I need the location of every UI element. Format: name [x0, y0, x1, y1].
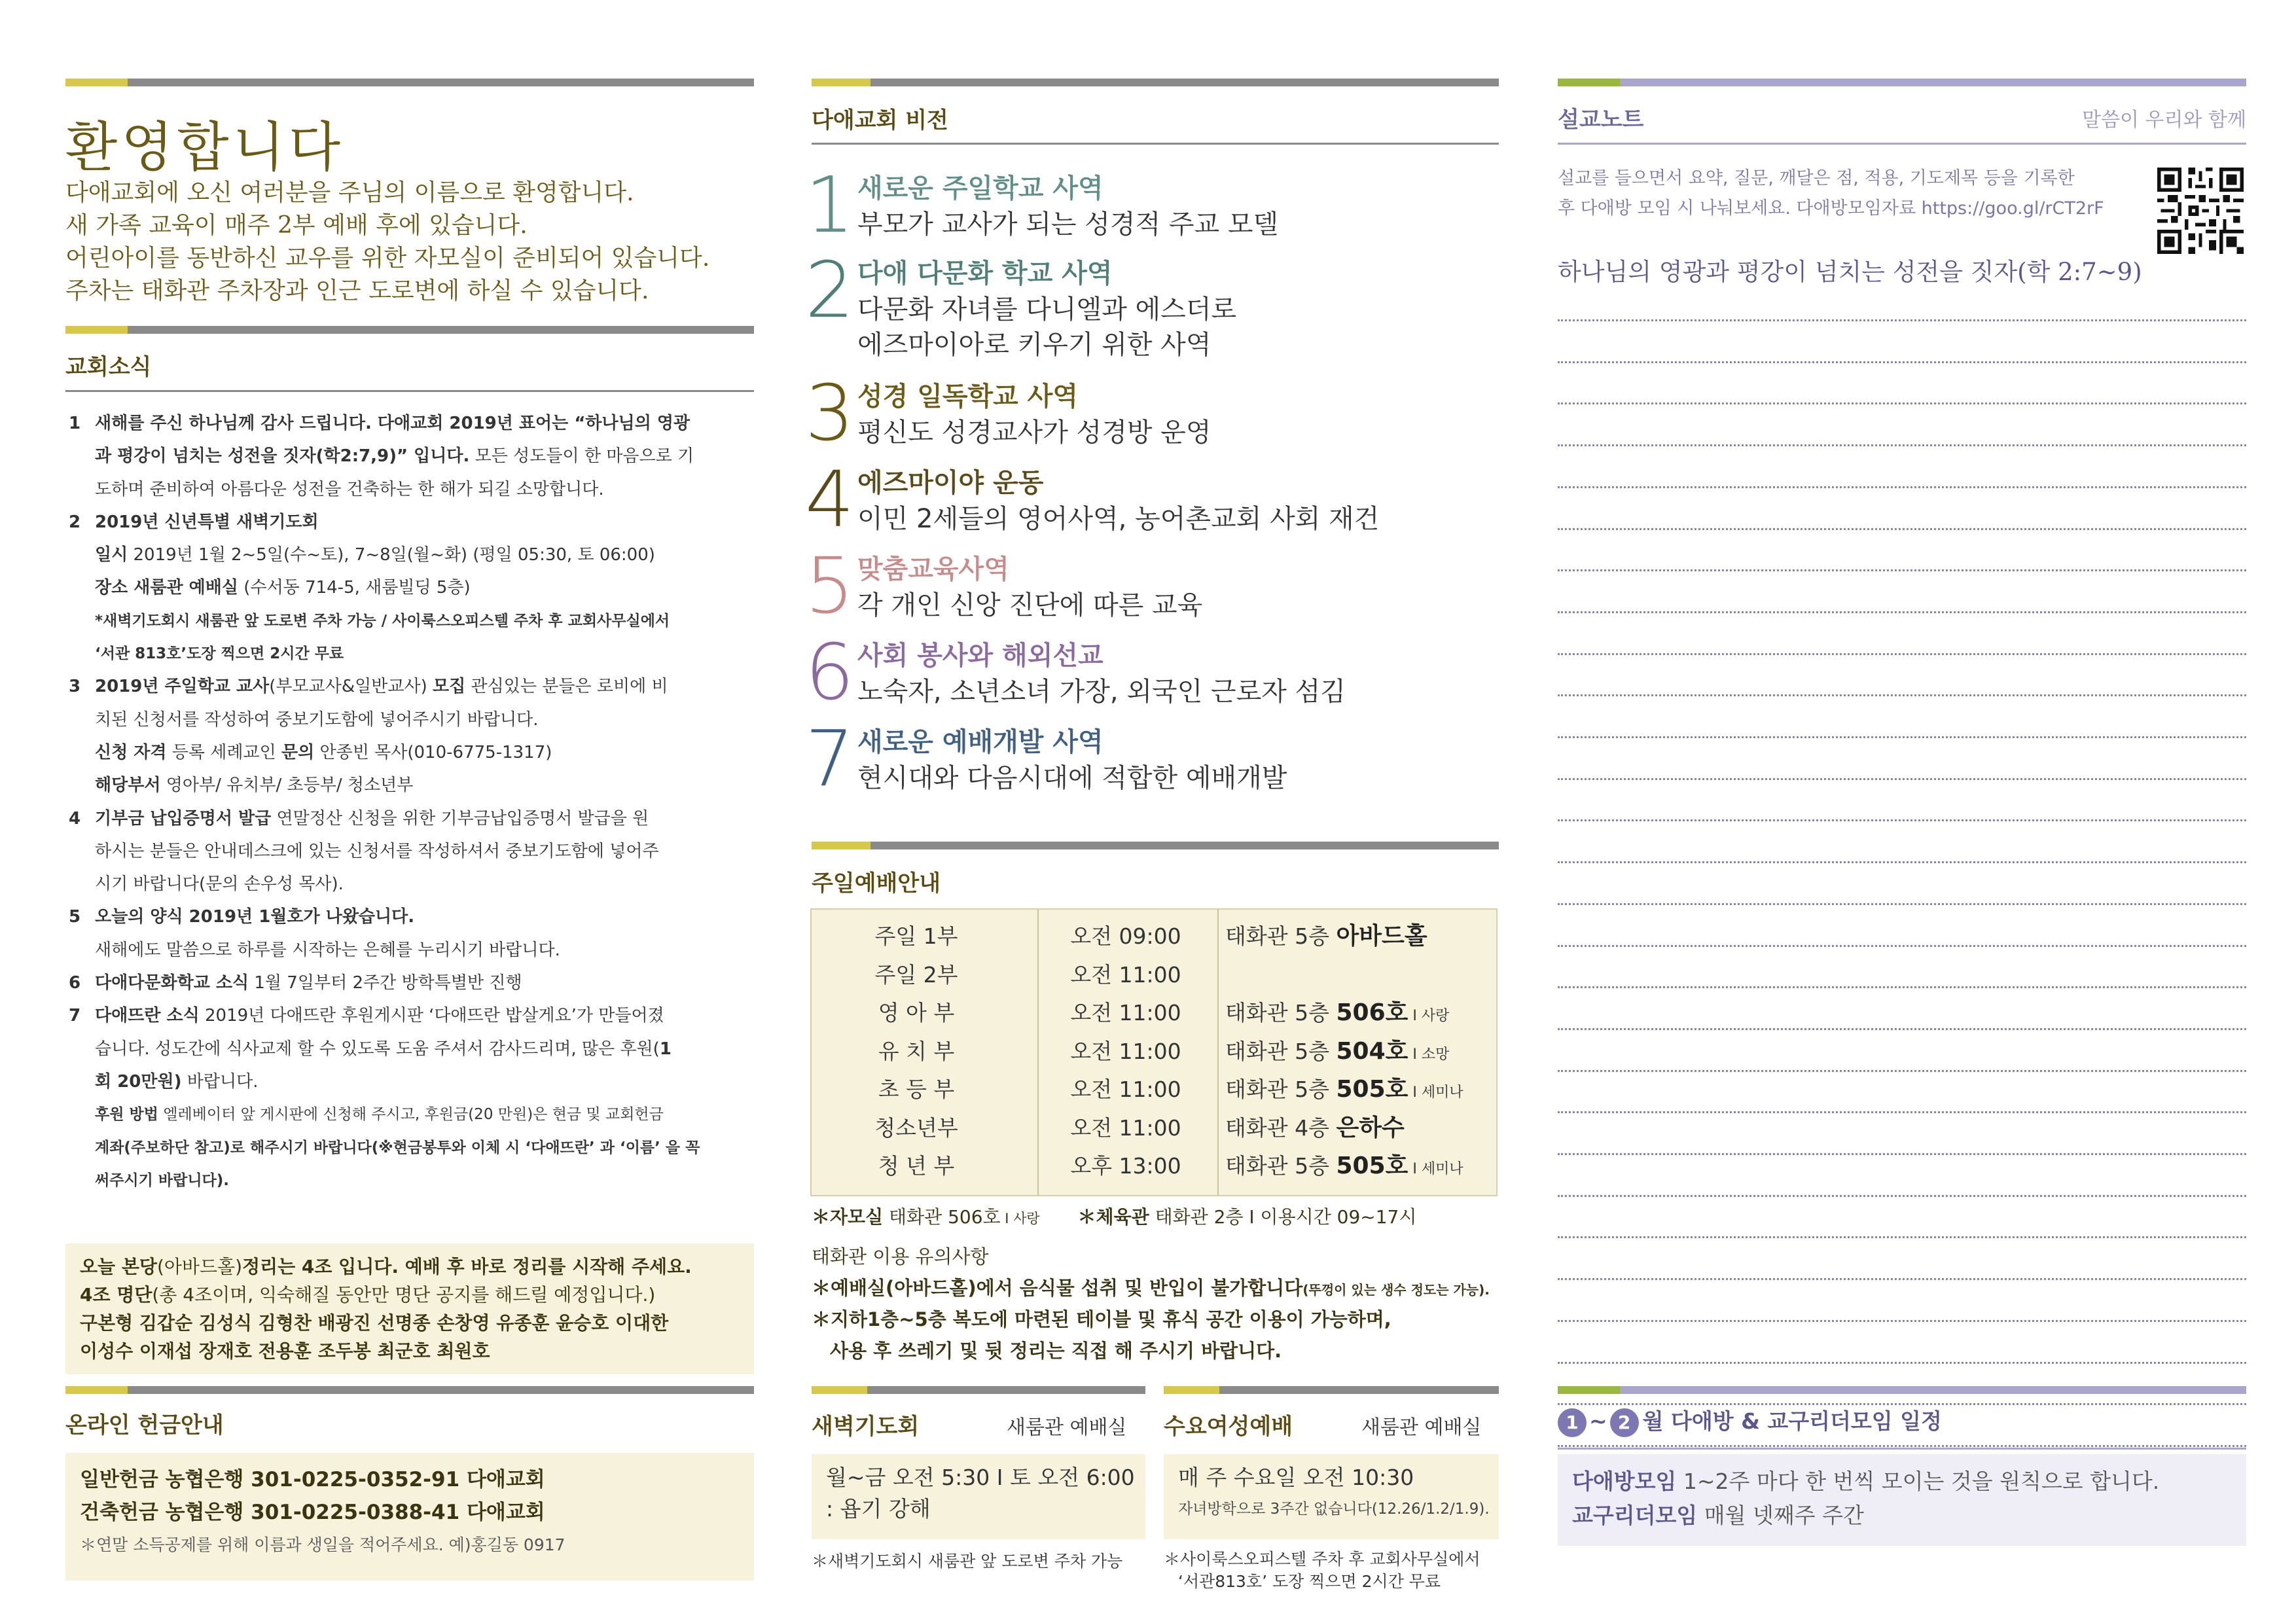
news-top-bar — [65, 326, 754, 334]
news-text — [95, 605, 762, 637]
vision-heading: 새로운 주일학교 사역 — [857, 173, 1103, 204]
news-bold2: 문의 — [281, 742, 315, 762]
vision-number: 3 — [805, 368, 855, 458]
news-row — [69, 1098, 762, 1131]
news-text: 시기 바랍니다(문의 손우성 목사). — [95, 874, 344, 895]
room-name: 506호 — [1336, 999, 1408, 1026]
place-text: 태화관 5층 — [1225, 1000, 1336, 1026]
sermon-tagline: 말씀이 우리와 함께 — [2082, 109, 2246, 132]
place-text: 태화관 4층 — [1225, 1115, 1336, 1141]
month-1-badge: 1 — [1558, 1408, 1587, 1437]
news-text — [95, 769, 762, 802]
online-top-bar — [65, 1386, 754, 1394]
place-text: 태화관 5층 — [1225, 923, 1336, 949]
news-row — [69, 835, 762, 868]
nursing-room-label: ＊자모실 — [812, 1206, 884, 1228]
news-text2: 관심있는 분들은 로비에 비 — [465, 677, 668, 697]
usage-title: 태화관 이용 유의사항 — [812, 1245, 989, 1268]
news-text — [95, 571, 762, 604]
news-row — [69, 1164, 762, 1197]
news-text: 바랍니다. — [181, 1071, 259, 1092]
note-line[interactable] — [1558, 1195, 2246, 1197]
building-offering-account: 건축헌금 농협은행 301-0225-0388-41 다애교회 — [80, 1501, 545, 1524]
note-line[interactable] — [1558, 903, 2246, 905]
welcome-text — [65, 177, 759, 308]
worship-time: 오전 11:00 — [1070, 1115, 1181, 1141]
schedule-title-text: 월 다애방 & 교구리더모임 일정 — [1642, 1408, 1942, 1434]
news-bold: 일시 — [95, 545, 128, 565]
vision-title: 다애교회 비전 — [812, 107, 948, 134]
sermon-divider — [1558, 143, 2246, 145]
welcome-line: 어린아이를 동반하신 교우를 위한 자모실이 준비되어 있습니다. — [65, 245, 710, 272]
vision-desc-line: 평신도 성경교사가 성경방 운영 — [857, 418, 1211, 448]
dawn-time-text: 월~금 오전 5:30 I 토 오전 6:00 — [826, 1465, 1135, 1490]
news-text: 도하며 준비하여 아름다운 성전을 건축하는 한 해가 되길 소망합니다. — [95, 479, 604, 499]
news-number — [69, 1065, 95, 1098]
nursing-room-place: 태화관 506호 — [883, 1206, 1001, 1228]
usage-rule-2: ＊지하1층~5층 복도에 마련된 테이블 및 휴식 공간 이용이 가능하며, — [812, 1308, 1391, 1330]
dawn-title: 새벽기도회 — [812, 1414, 920, 1440]
news-row — [69, 670, 762, 703]
room-notes — [812, 1202, 1532, 1234]
room-sub: I 소망 — [1408, 1046, 1450, 1063]
vision-desc-line: 에즈마이아로 키우기 위한 사역 — [857, 330, 1211, 360]
worship-place — [1225, 994, 1449, 1035]
news-text: 2019년 1월 2~5일(수~토), 7~8일(월~화) (평일 05:30, 토 06:00) — [128, 545, 655, 565]
worship-dept: 유 치 부 — [878, 1038, 955, 1064]
worship-row — [812, 918, 1496, 955]
women-notes — [1164, 1548, 1480, 1593]
room-name: 504호 — [1336, 1037, 1408, 1065]
news-row — [69, 736, 762, 769]
room-sub: I 세미나 — [1408, 1161, 1463, 1177]
women-note-1: ＊사이룩스오피스텔 주차 후 교회사무실에서 — [1164, 1550, 1480, 1569]
notice-text: 정리는 4조 입니다. 예배 후 바로 정리를 시작해 주세요. — [242, 1256, 692, 1277]
schedule-label: 다애방모임 — [1572, 1469, 1677, 1494]
news-number: 7 — [69, 1006, 81, 1026]
news-text: 연말정산 신청을 위한 기부금납입증명서 발급을 원 — [271, 808, 649, 829]
vision-desc-line: 노숙자, 소년소녀 가장, 외국인 근로자 섬김 — [857, 677, 1346, 707]
news-row — [69, 934, 762, 967]
note-line[interactable] — [1558, 1070, 2246, 1072]
news-row — [69, 1065, 762, 1098]
room-sub: I 세미나 — [1408, 1084, 1463, 1101]
news-text: (부모교사&일반교사) — [269, 677, 433, 697]
vision-description — [857, 760, 1287, 796]
place-text: 태화관 5층 — [1225, 1038, 1336, 1064]
news-divider — [65, 390, 754, 392]
vision-number: 7 — [805, 713, 855, 804]
news-text — [95, 407, 762, 440]
news-row — [69, 901, 762, 933]
vision-heading: 성경 일독학교 사역 — [857, 382, 1078, 412]
news-bold: 써주시기 바랍니다). — [95, 1171, 230, 1189]
news-bold: 2019년 주일학교 교사 — [95, 677, 270, 697]
note-line[interactable] — [1558, 528, 2246, 530]
women-time: 매 주 수요일 오전 10:30 — [1178, 1465, 1414, 1490]
cleanup-notice — [65, 1243, 754, 1374]
gym-label: ＊체육관 — [1077, 1206, 1149, 1228]
news-bold2: 1 — [659, 1039, 672, 1059]
worship-row — [812, 1109, 1496, 1147]
news-number — [69, 473, 95, 506]
news-number: 6 — [69, 973, 81, 993]
worship-dept: 청소년부 — [874, 1115, 958, 1141]
usage-rule-3: 사용 후 쓰레기 및 뒷 정리는 직접 해 주시기 바랍니다. — [830, 1340, 1282, 1362]
schedule-text: 매월 넷째주 주간 — [1697, 1503, 1864, 1528]
news-text — [95, 506, 762, 539]
month-2-badge: 2 — [1610, 1408, 1639, 1437]
notice-line-1 — [80, 1253, 740, 1281]
note-line[interactable] — [1558, 1445, 2246, 1447]
news-text — [95, 1033, 762, 1065]
sermon-desc-line: 후 다애방 모임 시 나눠보세요. 다애방모임자료 https://goo.gl/rCT2rF — [1558, 198, 2104, 219]
worship-place — [1225, 1071, 1463, 1112]
worship-title: 주일예배안내 — [812, 870, 941, 897]
news-bold: 2019년 신년특별 새벽기도회 — [95, 512, 319, 532]
worship-row — [812, 956, 1496, 994]
news-text: 등록 세례교인 — [166, 742, 282, 762]
note-line[interactable] — [1558, 1028, 2246, 1030]
worship-dept: 청 년 부 — [878, 1153, 955, 1179]
note-line[interactable] — [1558, 1153, 2246, 1155]
news-text: 2019년 다애뜨란 후원게시판 ‘다애뜨란 밥살게요’가 만들어졌 — [199, 1006, 664, 1026]
nursing-room-sub: I 사랑 — [1000, 1211, 1040, 1226]
news-bold: 신청 자격 — [95, 742, 167, 762]
place-text: 태화관 5층 — [1225, 1153, 1336, 1179]
news-text — [95, 736, 762, 769]
women-place: 새룸관 예배실 — [1361, 1416, 1482, 1439]
general-offering-account: 일반헌금 농협은행 301-0225-0352-91 다애교회 — [80, 1468, 545, 1491]
vision-description — [857, 588, 1202, 623]
news-bold: 다애다문화학교 소식 — [95, 973, 249, 993]
worship-dept: 주일 2부 — [874, 961, 958, 988]
schedule-divider — [1558, 1448, 2246, 1450]
worship-time: 오전 11:00 — [1070, 1038, 1181, 1064]
news-number — [69, 934, 95, 967]
news-row — [69, 967, 762, 999]
worship-dept: 영 아 부 — [878, 1000, 955, 1026]
note-line[interactable] — [1558, 1362, 2246, 1364]
note-line[interactable] — [1558, 861, 2246, 863]
place-text: 태화관 5층 — [1225, 1077, 1336, 1102]
vision-heading: 새로운 예배개발 사역 — [857, 727, 1103, 757]
news-row — [69, 473, 762, 506]
news-text — [95, 670, 762, 703]
note-line[interactable] — [1558, 611, 2246, 613]
room-name: 505호 — [1336, 1152, 1408, 1179]
news-number — [69, 736, 95, 769]
room-name: 은하수 — [1336, 1114, 1405, 1141]
note-line[interactable] — [1558, 486, 2246, 488]
dawn-topic: : 욥기 강해 — [826, 1496, 931, 1522]
dawn-time — [826, 1462, 1135, 1493]
notice-text: (총 4조이며, 익숙해질 동안만 명단 공지를 해드릴 예정입니다.) — [152, 1284, 656, 1306]
news-bold: ‘서관 813호’도장 찍으면 2시간 무료 — [95, 645, 344, 663]
vision-heading: 에즈마이야 운동 — [857, 468, 1044, 498]
news-text: 영아부/ 유치부/ 초등부/ 청소년부 — [160, 776, 414, 796]
news-text2: 안종빈 목사(010-6775-1317) — [314, 742, 552, 762]
news-text: 1월 7일부터 2주간 방학특별반 진행 — [249, 973, 522, 993]
room-sub: I 사랑 — [1408, 1008, 1450, 1024]
notice-line-4: 이성수 이재섭 장재호 전용훈 조두봉 최군호 최원호 — [80, 1340, 490, 1362]
note-line[interactable] — [1558, 402, 2246, 404]
note-line[interactable] — [1558, 319, 2246, 321]
news-list — [69, 407, 762, 1197]
news-text — [95, 868, 762, 901]
vision-number: 6 — [805, 627, 855, 717]
news-text — [95, 1164, 762, 1197]
worship-time: 오전 11:00 — [1070, 1077, 1181, 1102]
news-bold: 다애뜨란 소식 — [95, 1006, 200, 1026]
news-row — [69, 539, 762, 571]
news-row — [69, 999, 762, 1032]
vision-desc-line: 부모가 교사가 되는 성경적 주교 모델 — [857, 209, 1279, 240]
women-title: 수요여성예배 — [1164, 1414, 1293, 1440]
welcome-top-bar — [65, 79, 754, 86]
news-row — [69, 506, 762, 539]
news-bold: 과 평강이 넘치는 성전을 짓자(학2:7,9)” 입니다. — [95, 446, 470, 467]
vision-top-bar — [812, 79, 1499, 86]
notice-line-2 — [80, 1281, 740, 1309]
worship-table — [810, 908, 1498, 1196]
note-line[interactable] — [1558, 1111, 2246, 1113]
gym-info: 태화관 2층 I 이용시간 09~17시 — [1149, 1206, 1417, 1228]
vision-description — [857, 674, 1346, 709]
notice-text: 오늘 본당 — [80, 1256, 157, 1277]
news-row — [69, 637, 762, 670]
sermon-title: 설교노트 — [1558, 107, 1644, 133]
vision-number: 4 — [805, 454, 855, 544]
note-line[interactable] — [1558, 986, 2246, 988]
news-text: 습니다. 성도간에 식사교제 할 수 있도록 도움 주셔서 감사드리며, 많은 후원( — [95, 1039, 660, 1059]
worship-row — [812, 994, 1496, 1032]
notice-line-3: 구본형 김갑순 김성식 김형찬 배광진 선명종 손창영 유종훈 윤승호 이대한 — [80, 1312, 669, 1334]
news-row — [69, 571, 762, 604]
news-row — [69, 868, 762, 901]
news-number: 2 — [69, 512, 81, 532]
news-row — [69, 1132, 762, 1164]
news-number — [69, 637, 95, 670]
vision-description — [857, 415, 1211, 450]
dawn-box — [812, 1454, 1145, 1539]
note-line[interactable] — [1558, 361, 2246, 363]
vision-divider — [812, 143, 1499, 145]
news-text — [95, 835, 762, 868]
news-bold: 기부금 납입증명서 발급 — [95, 808, 272, 829]
vision-description — [857, 207, 1278, 242]
news-bold: 계좌(주보하단 참고)로 해주시기 바랍니다(※현금봉투와 이체 시 ‘다애뜨란’ 과 ‘이름’ 을 꼭 — [95, 1139, 700, 1156]
dawn-note: ＊새벽기도회시 새룸관 앞 도로변 주차 가능 — [812, 1552, 1123, 1571]
vision-desc-line: 이민 2세들의 영어사역, 농어촌교회 사회 재건 — [857, 504, 1380, 534]
news-text — [95, 999, 762, 1032]
sermon-desc-line: 설교를 들으면서 요약, 질문, 깨달은 점, 적용, 기도제목 등을 기록한 — [1558, 168, 2075, 188]
qr-code-icon[interactable] — [2157, 168, 2244, 254]
news-number — [69, 1033, 95, 1065]
news-number — [69, 769, 95, 802]
vision-heading: 다애 다문화 학교 사역 — [857, 259, 1113, 289]
women-note-inline: 자녀방학으로 3주간 없습니다(12.26/1.2/1.9). — [1178, 1501, 1490, 1518]
online-note: ＊연말 소득공제를 위해 이름과 생일을 적어주세요. 예)홍길동 0917 — [80, 1535, 565, 1554]
vision-desc-line: 현시대와 다음시대에 적합한 예배개발 — [857, 763, 1287, 793]
news-number — [69, 868, 95, 901]
room-name: 아바드홀 — [1336, 923, 1427, 950]
sermon-description — [1558, 164, 2147, 224]
note-line[interactable] — [1558, 653, 2246, 655]
news-row — [69, 802, 762, 835]
schedule-title — [1558, 1404, 1942, 1437]
worship-top-bar — [812, 842, 1499, 849]
news-text: 엘레베이터 앞 게시판에 신청해 주시고, 후원금(20 만원)은 현금 및 교회헌금 — [158, 1106, 664, 1124]
worship-dept: 주일 1부 — [874, 923, 958, 949]
dawn-top-bar — [812, 1386, 1145, 1394]
women-note-2: ‘서관813호’ 도장 찍으면 2시간 무료 — [1178, 1572, 1441, 1591]
news-bold: 해당부서 — [95, 776, 161, 796]
vision-number: 2 — [805, 245, 855, 335]
note-line[interactable] — [1558, 1278, 2246, 1280]
news-number — [69, 704, 95, 736]
news-bold: 장소 새룸관 예배실 — [95, 578, 239, 598]
schedule-box — [1558, 1454, 2246, 1546]
news-number: 1 — [69, 414, 81, 433]
worship-time: 오후 13:00 — [1070, 1153, 1181, 1179]
news-text — [95, 637, 762, 670]
news-bold: *새벽기도회시 새룸관 앞 도로변 주차 가능 / 사이룩스오피스텔 주차 후 교회사무실에서 — [95, 612, 670, 630]
worship-dept: 초 등 부 — [878, 1077, 955, 1102]
online-title: 온라인 헌금안내 — [65, 1412, 224, 1438]
welcome-line: 새 가족 교육이 매주 2부 예배 후에 있습니다. — [65, 212, 528, 239]
news-text — [95, 704, 762, 736]
schedule-line-2 — [1572, 1499, 2232, 1533]
worship-row — [812, 1033, 1496, 1071]
news-text: (수서동 714-5, 새룸빌딩 5층) — [238, 578, 471, 598]
news-number — [69, 835, 95, 868]
news-number — [69, 440, 95, 473]
vision-desc-line: 각 개인 신앙 진단에 따른 교육 — [857, 590, 1203, 620]
news-text: 새해에도 말씀으로 하루를 시작하는 은혜를 누리시기 바랍니다. — [95, 940, 560, 960]
news-text — [95, 934, 762, 967]
vision-number: 1 — [805, 160, 855, 250]
news-text — [95, 1065, 762, 1098]
vision-desc-line: 다문화 자녀를 다니엘과 에스더로 — [857, 294, 1237, 325]
worship-place — [1225, 918, 1427, 959]
news-text: 치된 신청서를 작성하여 중보기도함에 넣어주시기 바랍니다. — [95, 709, 539, 730]
vision-number: 5 — [805, 541, 855, 631]
news-number: 5 — [69, 907, 81, 927]
schedule-text: 1~2주 마다 한 번씩 모이는 것을 원칙으로 합니다. — [1676, 1469, 2160, 1494]
news-row — [69, 769, 762, 802]
worship-row — [812, 1147, 1496, 1185]
women-top-bar — [1164, 1386, 1499, 1394]
news-text — [95, 440, 762, 473]
vision-heading: 사회 봉사와 해외선교 — [857, 641, 1103, 671]
news-row — [69, 1033, 762, 1065]
room-name: 505호 — [1336, 1076, 1408, 1103]
welcome-line: 주차는 태화관 주차장과 인근 도로변에 하실 수 있습니다. — [65, 277, 649, 304]
news-bold: 후원 방법 — [95, 1106, 158, 1124]
news-number — [69, 539, 95, 571]
vision-description — [857, 292, 1236, 363]
sermon-scripture: 하나님의 영광과 평강이 넘치는 성전을 짓자(학 2:7~9) — [1558, 258, 2142, 286]
schedule-label: 교구리더모임 — [1572, 1503, 1698, 1528]
vision-description — [857, 501, 1379, 537]
worship-time: 오전 11:00 — [1070, 1000, 1181, 1026]
welcome-title: 환영합니다 — [65, 116, 345, 179]
worship-row — [812, 1071, 1496, 1109]
worship-place — [1225, 1033, 1449, 1074]
schedule-top-bar — [1558, 1386, 2246, 1394]
note-line[interactable] — [1558, 444, 2246, 446]
worship-time: 오전 09:00 — [1070, 923, 1181, 949]
notice-text: 4조 명단 — [80, 1284, 152, 1306]
news-row — [69, 407, 762, 440]
sermon-top-bar — [1558, 79, 2246, 86]
usage-rule-text: ＊예배실(아바드홀)에서 음식물 섭취 및 반입이 불가합니다 — [812, 1277, 1303, 1299]
news-number — [69, 1132, 95, 1164]
note-line[interactable] — [1558, 569, 2246, 571]
news-title: 교회소식 — [65, 354, 152, 380]
news-row — [69, 704, 762, 736]
news-number — [69, 605, 95, 637]
worship-place — [1225, 1109, 1405, 1150]
worship-place — [1225, 1147, 1463, 1188]
news-text — [95, 901, 762, 933]
note-line[interactable] — [1558, 694, 2246, 696]
usage-rule-small: (뚜껑이 있는 생수 정도는 가능). — [1302, 1282, 1490, 1298]
worship-time: 오전 11:00 — [1070, 961, 1181, 988]
news-text — [95, 473, 762, 506]
usage-rule-1 — [812, 1272, 1532, 1306]
news-row — [69, 440, 762, 473]
news-text — [95, 1132, 762, 1164]
note-line[interactable] — [1558, 819, 2246, 821]
news-number: 4 — [69, 808, 81, 829]
news-text — [95, 1098, 762, 1131]
note-line[interactable] — [1558, 736, 2246, 738]
notice-text: (아바드홀) — [156, 1256, 242, 1277]
news-bold2: 모집 — [433, 677, 466, 697]
news-number — [69, 571, 95, 604]
schedule-line-1 — [1572, 1465, 2232, 1499]
women-box — [1164, 1454, 1499, 1539]
note-line[interactable] — [1558, 945, 2246, 947]
note-line[interactable] — [1558, 778, 2246, 780]
news-text — [95, 539, 762, 571]
news-text: 하시는 분들은 안내데스크에 있는 신청서를 작성하셔서 중보기도함에 넣어주 — [95, 841, 659, 861]
news-text — [95, 967, 762, 999]
note-line[interactable] — [1558, 1320, 2246, 1322]
dawn-place: 새룸관 예배실 — [1007, 1416, 1127, 1439]
news-number — [69, 1164, 95, 1197]
vision-heading: 맞춤교육사역 — [857, 554, 1009, 584]
news-bold: 오늘의 양식 2019년 1월호가 나왔습니다. — [95, 907, 415, 927]
online-offering-box — [65, 1453, 754, 1580]
news-bold: 회 20만원) — [95, 1071, 182, 1092]
news-text — [95, 802, 762, 835]
note-line[interactable] — [1558, 1236, 2246, 1238]
schedule-tilde: ~ — [1589, 1408, 1607, 1434]
news-bold: 새해를 주신 하나님께 감사 드립니다. 다애교회 2019년 표어는 “하나님의 영광 — [95, 414, 691, 433]
welcome-line: 다애교회에 오신 여러분을 주님의 이름으로 환영합니다. — [65, 179, 634, 206]
news-text: 모든 성도들이 한 마음으로 기 — [469, 446, 694, 467]
news-number — [69, 1098, 95, 1131]
news-number: 3 — [69, 677, 81, 697]
news-row — [69, 605, 762, 637]
